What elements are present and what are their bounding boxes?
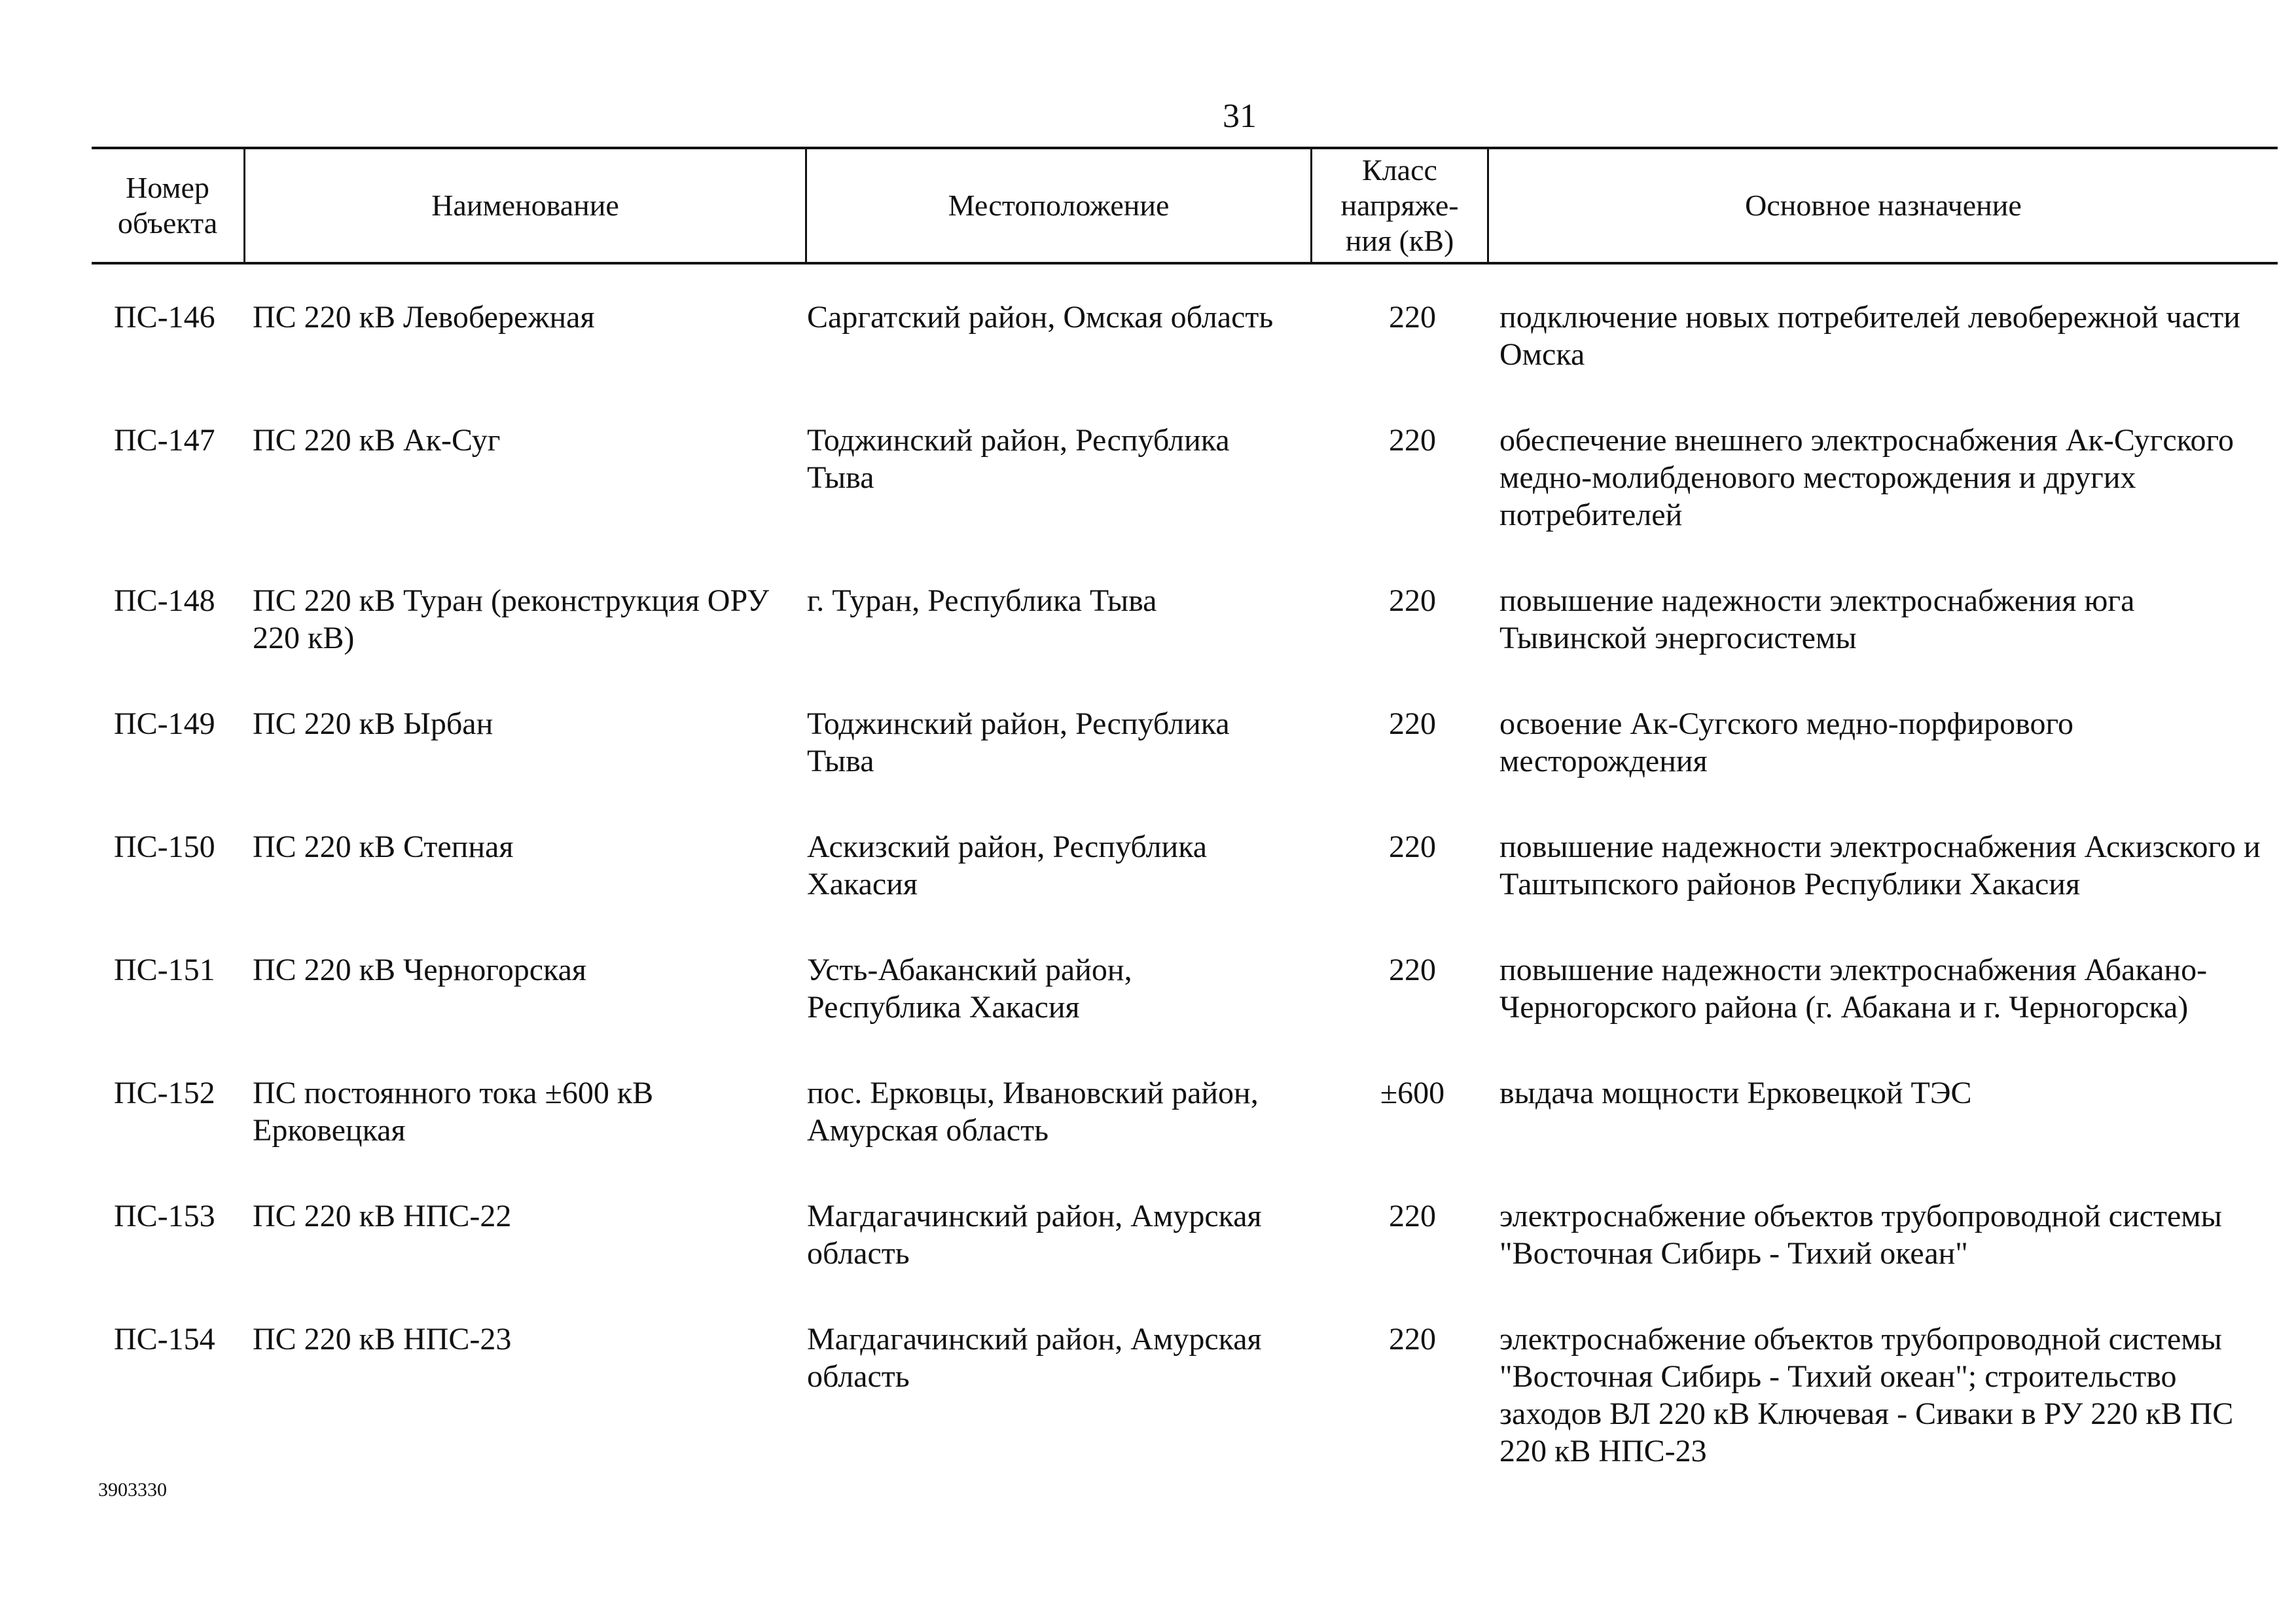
cell-number: ПС-148 xyxy=(114,583,215,618)
header-location: Местоположение xyxy=(948,189,1170,222)
cell-voltage: 220 xyxy=(1389,1199,1436,1233)
cell-voltage: 220 xyxy=(1389,830,1436,864)
cell-purpose: освоение Ак-Сугского медно-порфирового месторождения xyxy=(1499,706,2074,778)
cell-voltage: 220 xyxy=(1389,953,1436,987)
cell-location: Аскизский район, Республика Хакасия xyxy=(807,830,1208,902)
cell-voltage: 220 xyxy=(1389,300,1436,335)
cell-purpose: повышение надежности электроснабжения Абакано-Черногорского района (г. Абакана и г. Черногорска) xyxy=(1499,953,2208,1025)
table-row xyxy=(92,1197,2278,1272)
header-number: Номер объекта xyxy=(117,171,218,240)
cell-name: ПС 220 кВ Ак-Суг xyxy=(253,423,501,458)
cell-number: ПС-151 xyxy=(114,953,215,987)
cell-name: ПС 220 кВ Ырбан xyxy=(253,706,493,741)
cell-location: Усть-Абаканский район, Республика Хакасия xyxy=(807,953,1132,1025)
table-row xyxy=(92,582,2278,657)
table-body xyxy=(92,299,2278,1470)
cell-purpose: электроснабжение объектов трубопроводной системы "Восточная Сибирь - Тихий океан"; строительство заходов ВЛ 220 кВ Ключевая - Сиваки в РУ 220 кВ ПС 220 кВ НПС-23 xyxy=(1499,1322,2234,1468)
cell-voltage: 220 xyxy=(1389,706,1436,741)
header-name: Наименование xyxy=(431,189,619,222)
cell-name: ПС 220 кВ Туран (реконструкция ОРУ 220 кВ) xyxy=(253,583,769,655)
cell-name: ПС 220 кВ Степная xyxy=(253,830,514,864)
cell-voltage: 220 xyxy=(1389,423,1436,458)
cell-location: Тоджинский район, Республика Тыва xyxy=(807,423,1230,495)
cell-purpose: повышение надежности электроснабжения юга Тывинской энергосистемы xyxy=(1499,583,2135,655)
cell-number: ПС-149 xyxy=(114,706,215,741)
cell-name: ПС постоянного тока ±600 кВ Ерковецкая xyxy=(253,1076,654,1148)
cell-number: ПС-150 xyxy=(114,830,215,864)
cell-number: ПС-154 xyxy=(114,1322,215,1357)
page-number: 31 xyxy=(1223,98,1257,135)
cell-purpose: обеспечение внешнего электроснабжения Ак-Сугского медно-молибденового месторождения и других потребителей xyxy=(1499,423,2234,532)
table-row xyxy=(92,1321,2278,1470)
cell-purpose: подключение новых потребителей левобережной части Омска xyxy=(1499,300,2240,372)
document-code: 3903330 xyxy=(98,1479,167,1501)
cell-number: ПС-153 xyxy=(114,1199,215,1233)
table-row xyxy=(92,422,2278,534)
table-row xyxy=(92,299,2278,373)
cell-voltage: 220 xyxy=(1389,583,1436,618)
header-purpose: Основное назначение xyxy=(1745,189,2022,222)
cell-purpose: выдача мощности Ерковецкой ТЭС xyxy=(1499,1076,1972,1110)
table-row xyxy=(92,951,2278,1026)
cell-location: Саргатский район, Омская область xyxy=(807,300,1274,335)
cell-name: ПС 220 кВ Черногорская xyxy=(253,953,586,987)
cell-number: ПС-152 xyxy=(114,1076,215,1110)
cell-location: Магдагачинский район, Амурская область xyxy=(807,1322,1262,1394)
table-row xyxy=(92,1074,2278,1149)
cell-location: Тоджинский район, Республика Тыва xyxy=(807,706,1230,778)
cell-location: Магдагачинский район, Амурская область xyxy=(807,1199,1262,1271)
cell-name: ПС 220 кВ НПС-23 xyxy=(253,1322,512,1357)
cell-voltage: 220 xyxy=(1389,1322,1436,1357)
cell-voltage: ±600 xyxy=(1380,1076,1445,1110)
header-voltage: Класс напряже-ния (кВ) xyxy=(1340,153,1459,257)
cell-location: г. Туран, Республика Тыва xyxy=(807,583,1157,618)
cell-number: ПС-147 xyxy=(114,423,215,458)
cell-purpose: электроснабжение объектов трубопроводной системы "Восточная Сибирь - Тихий океан" xyxy=(1499,1199,2222,1271)
table-row xyxy=(92,828,2278,903)
cell-name: ПС 220 кВ Левобережная xyxy=(253,300,595,335)
cell-location: пос. Ерковцы, Ивановский район, Амурская область xyxy=(807,1076,1259,1148)
cell-name: ПС 220 кВ НПС-22 xyxy=(253,1199,512,1233)
cell-number: ПС-146 xyxy=(114,300,215,335)
table-row xyxy=(92,705,2278,780)
cell-purpose: повышение надежности электроснабжения Аскизского и Таштыпского районов Республики Хакасия xyxy=(1499,830,2261,902)
